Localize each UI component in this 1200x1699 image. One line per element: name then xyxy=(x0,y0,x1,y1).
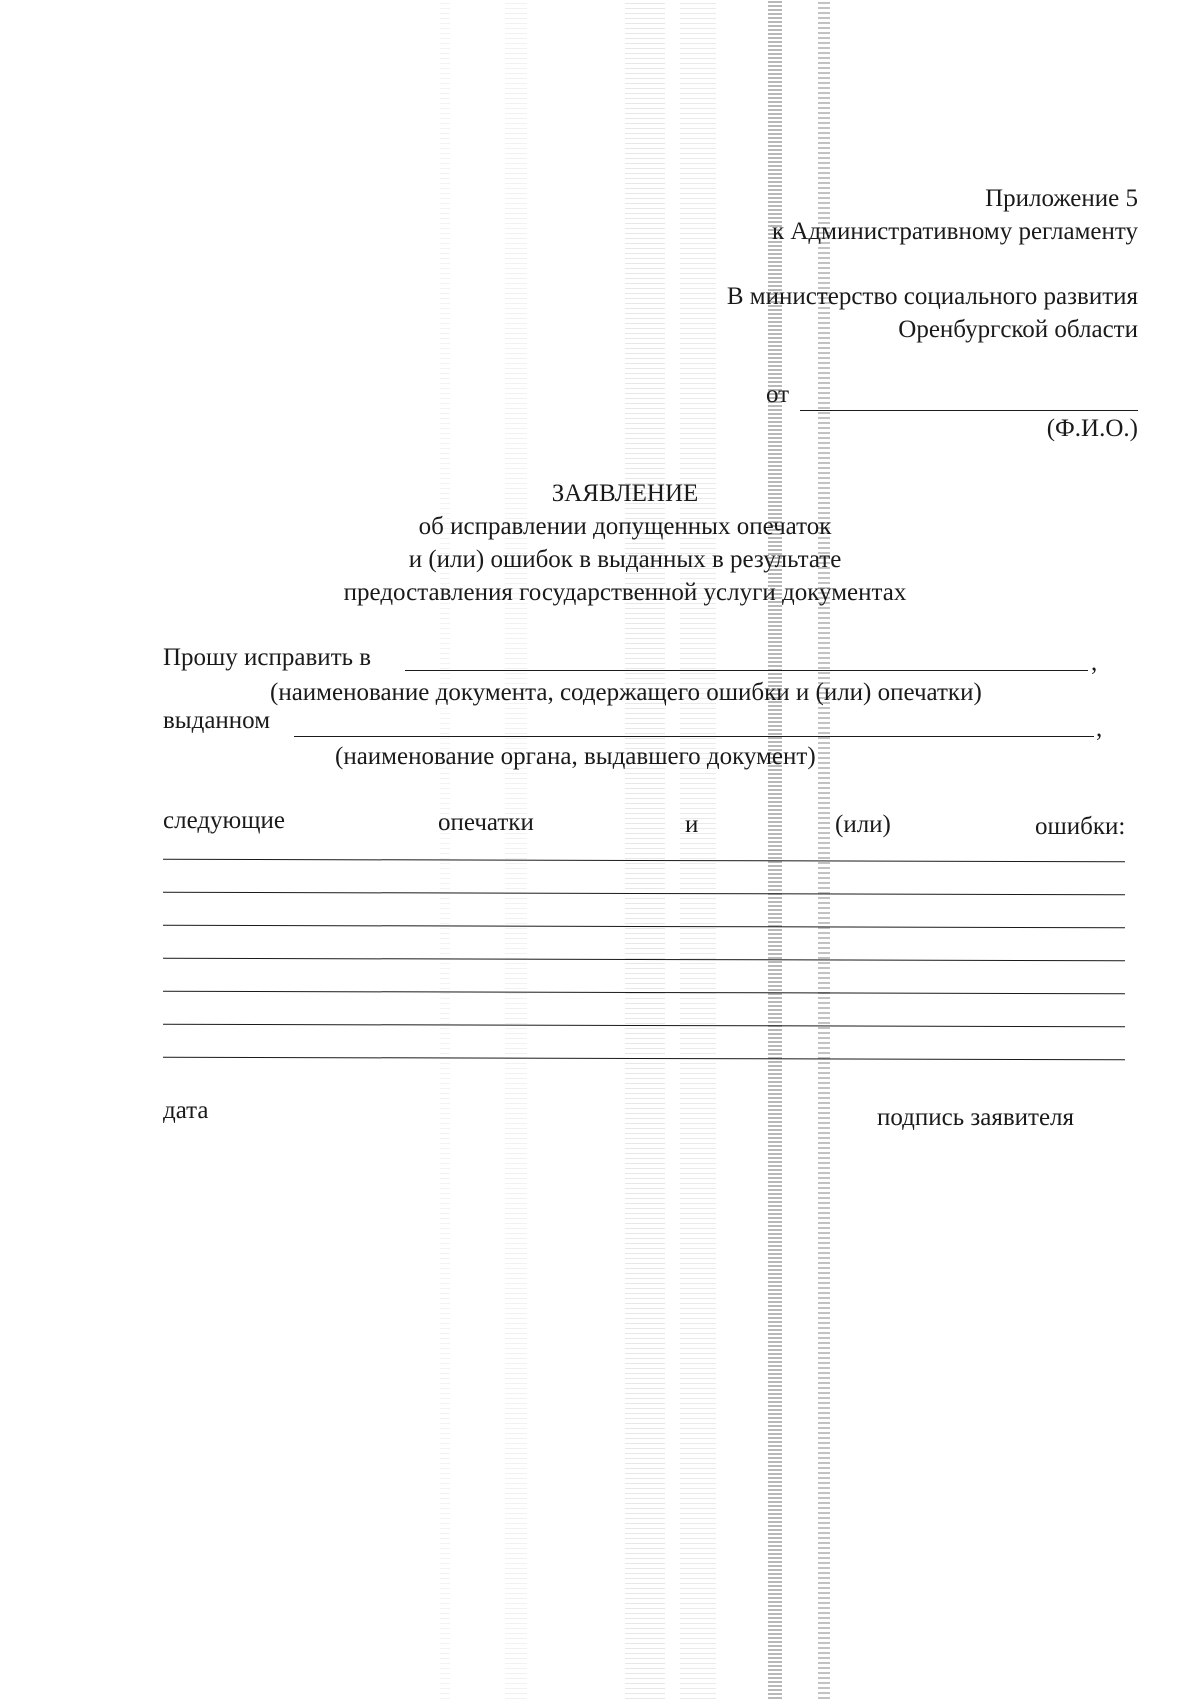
scan-artifact-band xyxy=(818,0,830,1699)
following-word-4: (или) xyxy=(835,811,891,838)
following-word-3: и xyxy=(685,811,699,838)
appendix-number: Приложение 5 xyxy=(985,185,1138,212)
document-name-field-line[interactable] xyxy=(405,670,1088,671)
applicant-name-field-line[interactable] xyxy=(800,410,1138,411)
comma-1: , xyxy=(1091,649,1098,676)
following-word-1: следующие xyxy=(163,807,285,834)
document-subtitle-3: предоставления государственной услуги документах xyxy=(343,579,907,606)
scan-artifact-band xyxy=(625,0,665,1699)
issuing-authority-field-line[interactable] xyxy=(294,736,1094,737)
document-name-hint: (наименование документа, содержащего ошибки и (или) опечатки) xyxy=(270,679,982,706)
scan-artifact-band xyxy=(440,0,450,1699)
document-title: ЗАЯВЛЕНИЕ xyxy=(551,480,699,507)
issued-label: выданном xyxy=(163,707,271,734)
signature-label: подпись заявителя xyxy=(877,1104,1075,1131)
date-label: дата xyxy=(163,1097,209,1124)
regulation-reference: к Административному регламенту xyxy=(771,218,1138,245)
document-subtitle-2: и (или) ошибок в выданных в результате xyxy=(408,546,842,573)
ministry-line-1: В министерство социального развития xyxy=(726,283,1138,310)
document-subtitle-1: об исправлении допущенных опечаток xyxy=(418,513,832,540)
scan-artifact-band xyxy=(680,0,716,1699)
comma-2: , xyxy=(1096,715,1103,742)
ministry-line-2: Оренбургской области xyxy=(898,316,1138,343)
from-label: от xyxy=(766,381,790,408)
following-word-5: ошибки: xyxy=(1035,813,1126,840)
fio-hint: (Ф.И.О.) xyxy=(1046,415,1138,442)
request-label: Прошу исправить в xyxy=(163,644,372,671)
scan-artifact-band xyxy=(768,0,782,1699)
following-word-2: опечатки xyxy=(438,809,534,836)
scan-artifact-band xyxy=(505,0,527,1699)
issuing-authority-hint: (наименование органа, выдавшего документ) xyxy=(335,743,816,770)
